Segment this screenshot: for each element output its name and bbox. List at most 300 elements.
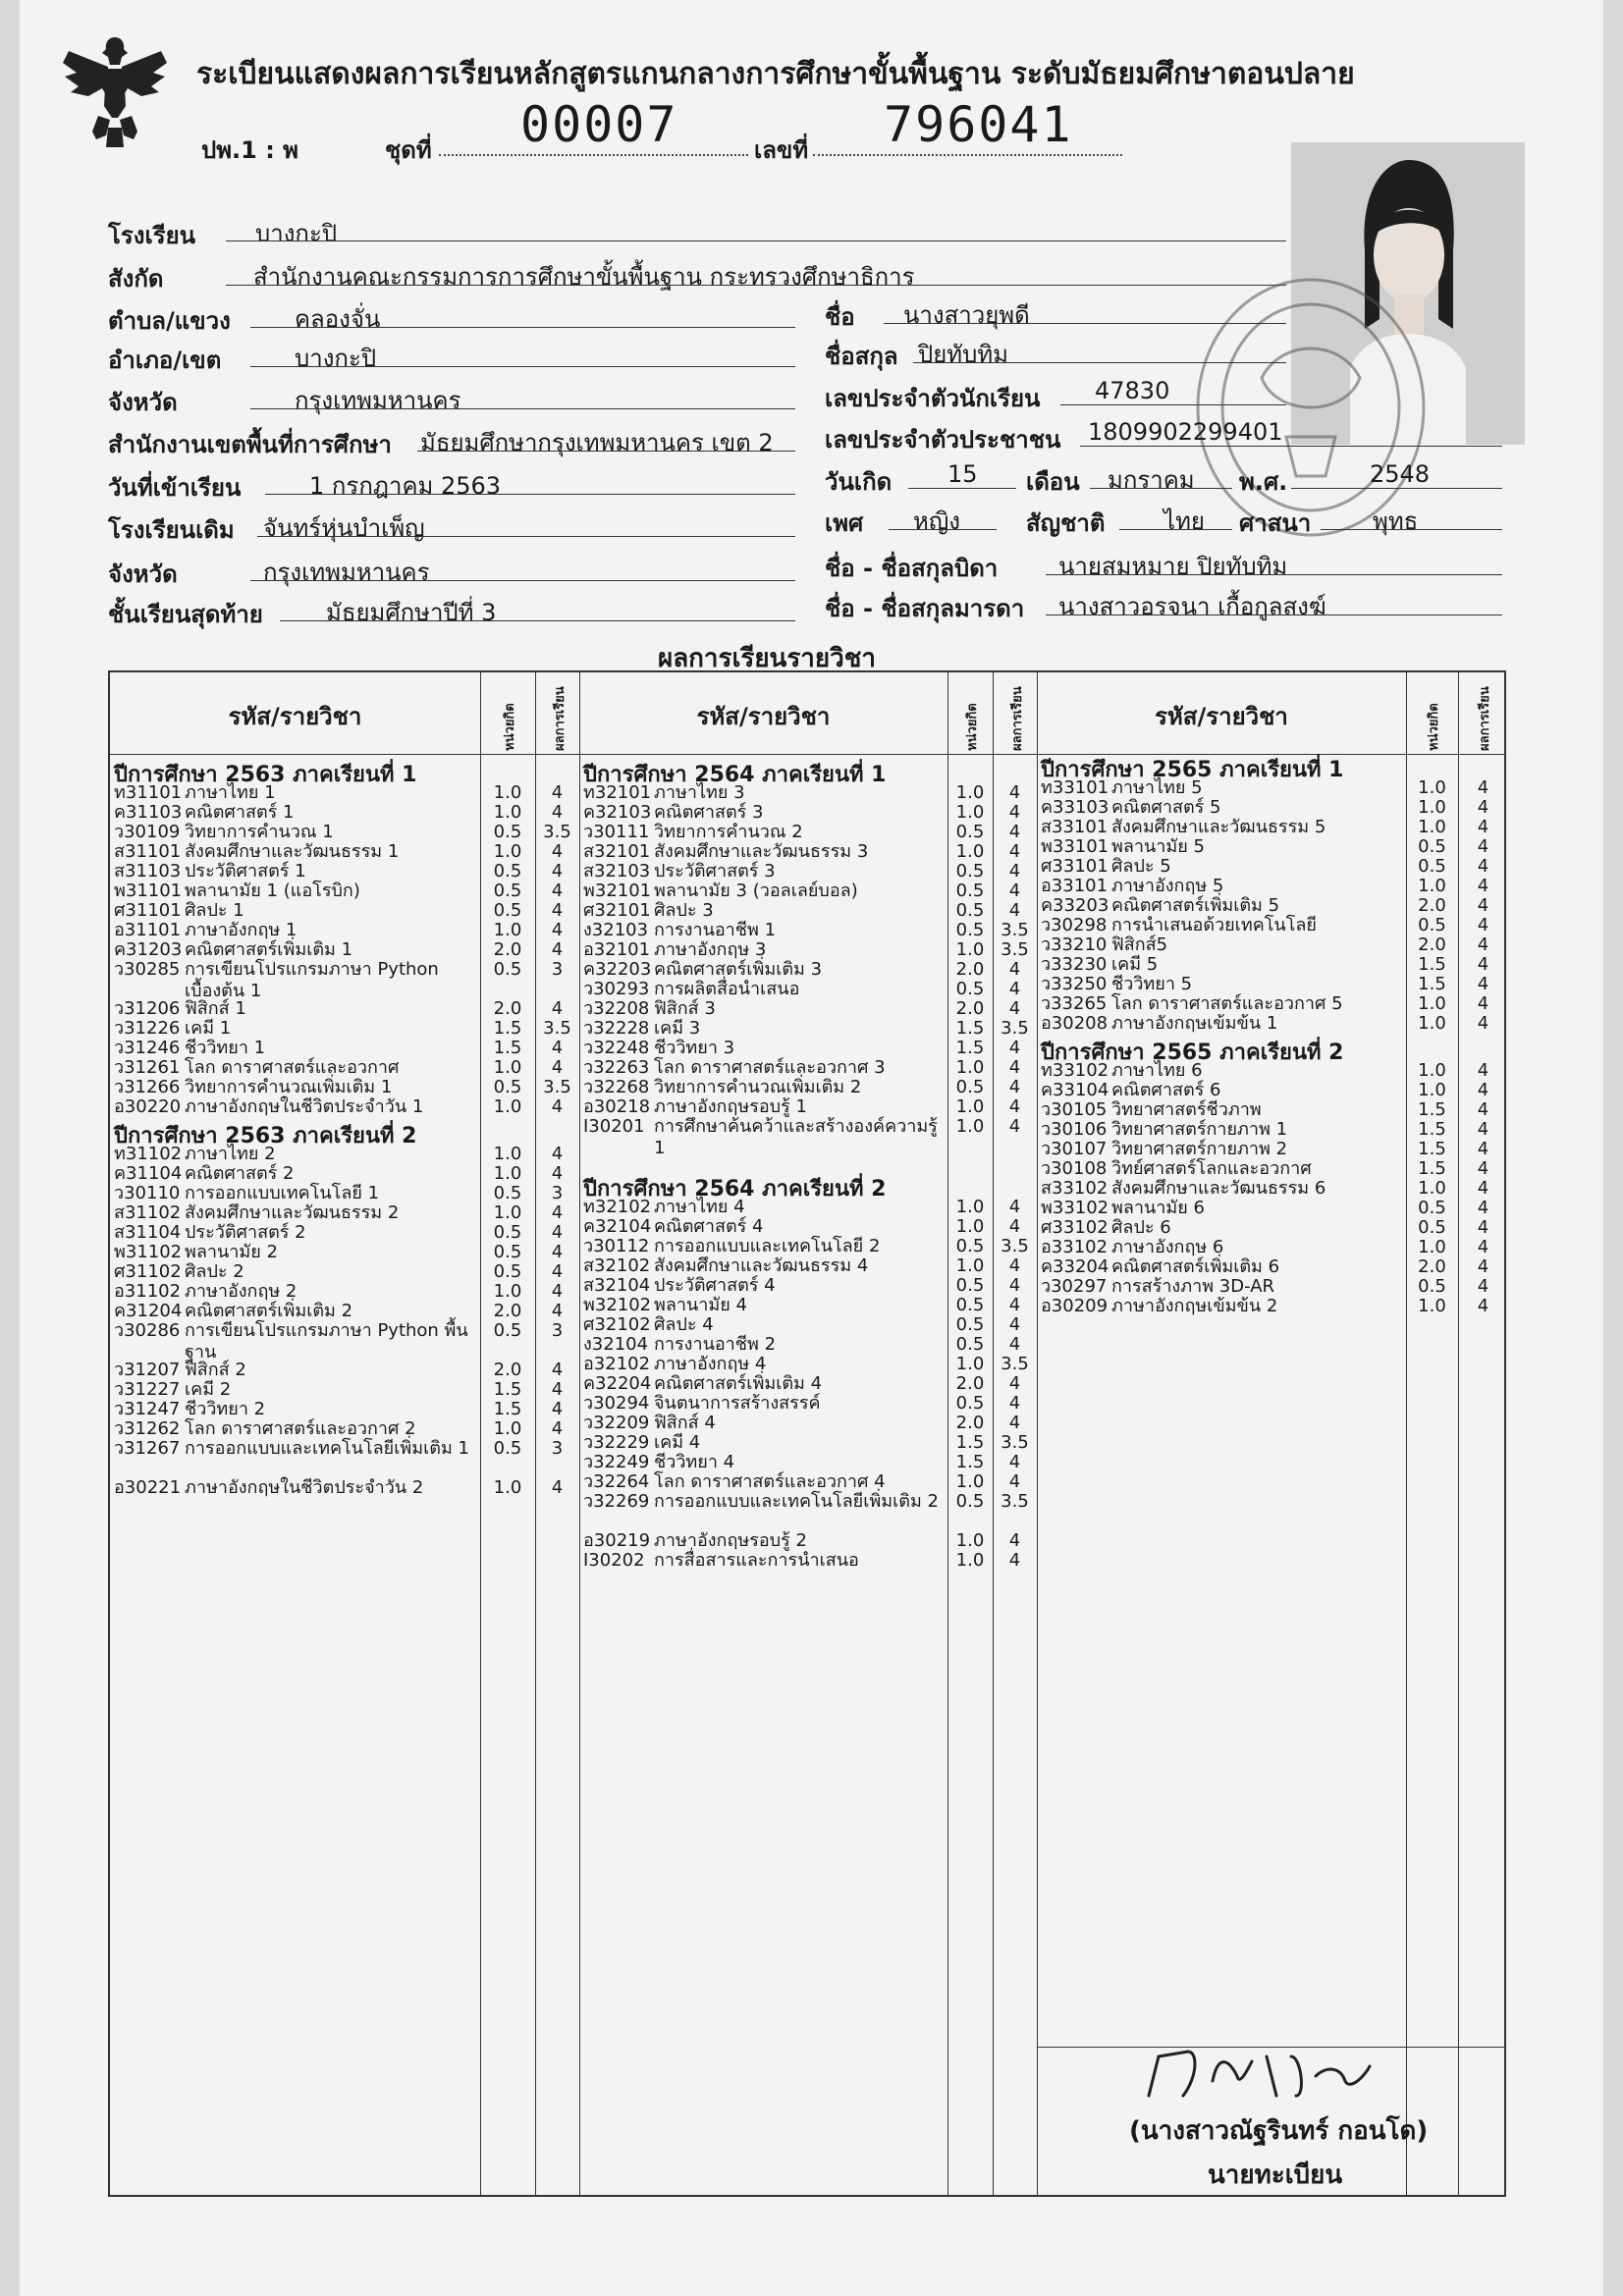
- subject-code: ค33203: [1041, 895, 1109, 916]
- subject-grade: 4: [1477, 856, 1489, 877]
- last-level-value: มัธยมศึกษาปีที่ 3: [326, 599, 497, 626]
- subject-credit: 1.5: [493, 1018, 522, 1039]
- subject-name: พลานามัย 1 (แอโรบิก): [185, 881, 360, 901]
- subject-credit: 1.0: [1418, 817, 1446, 837]
- subject-code: ว30109: [114, 822, 181, 842]
- subject-code: ว32249: [583, 1452, 650, 1472]
- subject-credit: 1.0: [955, 1116, 985, 1137]
- subject-name: การเขียนโปรแกรมภาษา Python เบื้องต้น 1: [185, 959, 439, 1001]
- subject-grade: 4: [551, 1144, 564, 1164]
- subject-code: ว31247: [114, 1399, 181, 1419]
- subject-credit: 0.5: [493, 1242, 522, 1262]
- subject-credit: 1.0: [955, 1255, 985, 1276]
- name-label: ชื่อ: [825, 303, 855, 331]
- school-label: โรงเรียน: [108, 222, 196, 249]
- subject-name: วิทยาการคำนวณ 1: [185, 822, 334, 842]
- subject-credit: 1.5: [955, 1018, 985, 1039]
- subject-code: ว31246: [114, 1038, 181, 1058]
- religion-value: พุทธ: [1373, 507, 1419, 535]
- nationality-value: ไทย: [1163, 507, 1205, 535]
- subject-code: ว32268: [583, 1077, 650, 1097]
- subject-credit: 1.0: [493, 802, 522, 823]
- subject-name: ประวัติศาสตร์ 1: [185, 861, 306, 881]
- subject-name: ศิลปะ 1: [185, 900, 244, 921]
- subject-name: คณิตศาสตร์เพิ่มเติม 5: [1111, 895, 1280, 916]
- subject-name: ภาษาอังกฤษ 6: [1111, 1237, 1224, 1257]
- subject-name: วิทยาการคำนวณ 2: [654, 822, 803, 842]
- subject-code: ว30112: [583, 1236, 650, 1256]
- subject-grade: 4: [1008, 782, 1021, 803]
- student-id-label: เลขประจำตัวนักเรียน: [825, 385, 1041, 412]
- birth-day-value: 15: [947, 460, 978, 488]
- subject-code: ค31204: [114, 1301, 183, 1321]
- subdistrict-label: ตำบล/แขวง: [108, 307, 231, 335]
- citizen-id-value: 1809902299401: [1088, 418, 1283, 446]
- subject-grade: 4: [551, 920, 564, 940]
- registrar-signature: [1129, 2037, 1384, 2106]
- prev-school-label: โรงเรียนเดิม: [108, 516, 235, 544]
- subject-code: ค33103: [1041, 797, 1109, 818]
- subject-credit: 1.0: [1418, 1178, 1446, 1199]
- col-header-grade-3: ผลการเรียน: [1478, 686, 1492, 751]
- subject-credit: 1.0: [955, 1354, 985, 1374]
- subject-code: ว30285: [114, 959, 181, 980]
- col-header-credit-2: หน่วยกิต: [965, 703, 980, 751]
- subject-code: I30201: [583, 1116, 645, 1137]
- subject-code: ว31206: [114, 998, 181, 1019]
- subject-grade: 3.5: [1001, 1432, 1029, 1453]
- subject-credit: 0.5: [955, 1295, 985, 1315]
- subject-credit: 0.5: [1418, 1198, 1446, 1218]
- subject-code: ส32102: [583, 1255, 651, 1276]
- subject-grade: 3.5: [1001, 1236, 1029, 1256]
- subject-credit: 0.5: [1418, 1217, 1446, 1238]
- subject-name: ชีววิทยา 2: [185, 1399, 266, 1419]
- sex-value: หญิง: [913, 507, 960, 535]
- subject-name: คณิตศาสตร์ 3: [654, 802, 764, 823]
- subject-credit: 0.5: [955, 1236, 985, 1256]
- district-value: บางกะปิ: [295, 345, 377, 372]
- subject-credit: 1.0: [493, 1096, 522, 1117]
- subject-credit: 0.5: [955, 881, 985, 901]
- subject-code: ว32208: [583, 998, 650, 1019]
- subject-name: การออกแบบและเทคโนโลยีเพิ่มเติม 1: [185, 1438, 469, 1459]
- subject-code: ว30108: [1041, 1158, 1108, 1179]
- subject-grade: 4: [1008, 998, 1021, 1019]
- subject-name: ภาษาอังกฤษเข้มข้น 2: [1111, 1296, 1278, 1316]
- subject-grade: 4: [1477, 1099, 1489, 1120]
- subject-grade: 4: [551, 1163, 564, 1184]
- subject-credit: 1.5: [1418, 1158, 1446, 1179]
- subject-name: ภาษาอังกฤษเข้มข้น 1: [1111, 1013, 1278, 1034]
- subject-name: การเขียนโปรแกรมภาษา Python พื้นฐาน: [185, 1320, 468, 1362]
- garuda-emblem-icon: [59, 29, 172, 152]
- subject-code: ว32228: [583, 1018, 650, 1039]
- subject-name: โลก ดาราศาสตร์และอวกาศ 4: [654, 1471, 886, 1492]
- subject-credit: 1.0: [493, 1144, 522, 1164]
- subject-name: การสร้างภาพ 3D-AR: [1111, 1276, 1275, 1297]
- subject-code: ท33102: [1041, 1060, 1109, 1081]
- subject-credit: 1.5: [493, 1038, 522, 1058]
- subject-code: ว32209: [583, 1413, 650, 1433]
- subject-grade: 4: [1477, 895, 1489, 916]
- subject-grade: 4: [1477, 817, 1489, 837]
- subject-credit: 1.0: [1418, 1237, 1446, 1257]
- subject-code: ท31101: [114, 782, 183, 803]
- subject-credit: 1.0: [1418, 1060, 1446, 1081]
- subject-grade: 4: [1008, 1275, 1021, 1296]
- subject-name: การออกแบบและเทคโนโลยีเพิ่มเติม 2: [654, 1491, 939, 1512]
- subject-credit: 1.5: [493, 1379, 522, 1400]
- subject-name: คณิตศาสตร์ 2: [185, 1163, 295, 1184]
- subject-credit: 0.5: [955, 822, 985, 842]
- affiliation-value: สำนักงานคณะกรรมการการศึกษาขั้นพื้นฐาน กระทรวงศึกษาธิการ: [253, 263, 915, 291]
- subject-grade: 4: [1008, 1550, 1021, 1571]
- area-office-value: มัธยมศึกษากรุงเทพมหานคร เขต 2: [420, 429, 774, 456]
- subject-grade: 4: [1008, 1530, 1021, 1551]
- subject-code: อ33102: [1041, 1237, 1109, 1257]
- col-header-subject-3: รหัส/รายวิชา: [1155, 703, 1288, 730]
- subject-code: ว31267: [114, 1438, 181, 1459]
- subject-credit: 0.5: [493, 822, 522, 842]
- subject-credit: 2.0: [955, 998, 985, 1019]
- subject-credit: 1.5: [955, 1038, 985, 1058]
- subject-name: ภาษาอังกฤษ 3: [654, 939, 767, 960]
- subject-name: ภาษาอังกฤษในชีวิตประจำวัน 2: [185, 1477, 424, 1498]
- subject-grade: 4: [1008, 1077, 1021, 1097]
- subject-name: เคมี 3: [654, 1018, 701, 1039]
- subject-name: คณิตศาสตร์ 1: [185, 802, 295, 823]
- subject-credit: 1.0: [493, 782, 522, 803]
- subject-grade: 4: [551, 1360, 564, 1380]
- subject-grade: 4: [551, 1418, 564, 1439]
- subject-code: ค32204: [583, 1373, 652, 1394]
- birth-year-label: พ.ศ.: [1239, 468, 1288, 496]
- subject-credit: 2.0: [955, 1413, 985, 1433]
- subject-name: ศิลปะ 3: [654, 900, 714, 921]
- subject-grade: 4: [1008, 822, 1021, 842]
- subject-name: วิทย์ศาสตร์โลกและอวกาศ: [1111, 1158, 1312, 1179]
- subject-code: อ32101: [583, 939, 651, 960]
- subject-code: ว31262: [114, 1418, 181, 1439]
- subject-code: ว30286: [114, 1320, 181, 1341]
- subject-name: คณิตศาสตร์เพิ่มเติม 4: [654, 1373, 823, 1394]
- subject-name: สังคมศึกษาและวัฒนธรรม 6: [1111, 1178, 1326, 1199]
- subject-code: ว31266: [114, 1077, 181, 1097]
- subject-credit: 1.0: [955, 1550, 985, 1571]
- subject-name: คณิตศาสตร์เพิ่มเติม 6: [1111, 1256, 1280, 1277]
- subject-credit: 1.0: [955, 1197, 985, 1217]
- subject-grade: 4: [1477, 1178, 1489, 1199]
- subject-name: ฟิสิกส์ 3: [654, 998, 716, 1019]
- subject-grade: 4: [551, 841, 564, 862]
- subject-code: ค33204: [1041, 1256, 1109, 1277]
- subject-name: ประวัติศาสตร์ 2: [185, 1222, 306, 1243]
- subject-credit: 1.0: [1418, 993, 1446, 1014]
- subject-name: การออกแบบและเทคโนโลยี 2: [654, 1236, 881, 1256]
- subject-credit: 0.5: [955, 900, 985, 921]
- subject-grade: 3.5: [1001, 939, 1029, 960]
- subject-code: อ30221: [114, 1477, 182, 1498]
- subject-grade: 3.5: [543, 822, 571, 842]
- subject-grade: 4: [1477, 934, 1489, 955]
- subject-grade: 3: [551, 1183, 564, 1203]
- subject-name: คณิตศาสตร์เพิ่มเติม 1: [185, 939, 353, 960]
- subject-code: ท32101: [583, 782, 652, 803]
- subject-name: ภาษาไทย 3: [654, 782, 745, 803]
- subject-name: ชีววิทยา 1: [185, 1038, 266, 1058]
- subject-grade: 3: [551, 1438, 564, 1459]
- subject-grade: 4: [551, 1399, 564, 1419]
- subject-code: ศ33101: [1041, 856, 1109, 877]
- subject-credit: 2.0: [493, 1301, 522, 1321]
- entry-date-label: วันที่เข้าเรียน: [108, 474, 242, 502]
- birth-day-label: วันเกิด: [825, 468, 893, 496]
- subject-credit: 0.5: [955, 1275, 985, 1296]
- subject-credit: 1.5: [955, 1432, 985, 1453]
- father-label: ชื่อ - ชื่อสกุลบิดา: [825, 555, 999, 582]
- subject-code: ส33102: [1041, 1178, 1109, 1199]
- subject-code: ว33265: [1041, 993, 1108, 1014]
- subject-code: ส32104: [583, 1275, 651, 1296]
- subject-credit: 0.5: [955, 1393, 985, 1414]
- subject-name: สังคมศึกษาและวัฒนธรรม 5: [1111, 817, 1326, 837]
- subject-name: ฟิสิกส์ 2: [185, 1360, 246, 1380]
- subject-grade: 4: [551, 1379, 564, 1400]
- subject-credit: 0.5: [493, 900, 522, 921]
- subject-name: ภาษาไทย 2: [185, 1144, 276, 1164]
- subject-code: ส31104: [114, 1222, 182, 1243]
- subject-credit: 2.0: [493, 998, 522, 1019]
- subject-code: ส31103: [114, 861, 182, 881]
- col-header-grade-2: ผลการเรียน: [1010, 686, 1025, 751]
- subject-code: ว31261: [114, 1057, 181, 1078]
- col-header-subject-2: รหัส/รายวิชา: [696, 703, 831, 730]
- subject-grade: 4: [551, 1202, 564, 1223]
- subject-grade: 4: [551, 1096, 564, 1117]
- subject-code: ศ31102: [114, 1261, 182, 1282]
- subject-grade: 3.5: [543, 1018, 571, 1039]
- subject-grade: 4: [1008, 841, 1021, 862]
- subject-name: ประวัติศาสตร์ 3: [654, 861, 776, 881]
- subject-grade: 4: [551, 1038, 564, 1058]
- subject-name: การออกแบบเทคโนโลยี 1: [185, 1183, 380, 1203]
- subject-grade: 4: [1008, 1116, 1021, 1137]
- subject-grade: 4: [1008, 1096, 1021, 1117]
- results-table: [108, 670, 1506, 2197]
- subject-code: ว32229: [583, 1432, 650, 1453]
- subject-grade: 4: [1477, 1198, 1489, 1218]
- subject-credit: 2.0: [1418, 895, 1446, 916]
- subject-name: ศิลปะ 6: [1111, 1217, 1171, 1238]
- subject-name: ภาษาอังกฤษรอบรู้ 2: [654, 1530, 807, 1551]
- subject-name: สังคมศึกษาและวัฒนธรรม 1: [185, 841, 400, 862]
- doc-number: 796041: [884, 96, 1073, 153]
- subject-credit: 1.5: [1418, 1139, 1446, 1159]
- subject-name: สังคมศึกษาและวัฒนธรรม 4: [654, 1255, 869, 1276]
- subject-grade: 4: [1477, 1276, 1489, 1297]
- subject-code: พ33102: [1041, 1198, 1109, 1218]
- number-label: เลขที่: [754, 136, 809, 164]
- subject-grade: 3.5: [1001, 1354, 1029, 1374]
- registrar-name: (นางสาวณัฐรินทร์ กอนโด): [1129, 2116, 1429, 2146]
- subject-credit: 1.0: [493, 1163, 522, 1184]
- subject-grade: 3: [551, 959, 564, 980]
- subject-grade: 4: [1008, 1314, 1021, 1335]
- subject-grade: 4: [1008, 1471, 1021, 1492]
- subject-code: ว33230: [1041, 954, 1108, 975]
- subject-name: ประวัติศาสตร์ 4: [654, 1275, 776, 1296]
- subject-grade: 4: [551, 1301, 564, 1321]
- subject-code: พ33101: [1041, 836, 1109, 857]
- subject-grade: 4: [1008, 1216, 1021, 1237]
- subject-grade: 4: [1477, 1013, 1489, 1034]
- entry-date-value: 1 กรกฎาคม 2563: [309, 472, 502, 500]
- subject-code: ว30107: [1041, 1139, 1108, 1159]
- province-label: จังหวัด: [108, 389, 178, 416]
- subject-name: การผลิตสื่อนำเสนอ: [654, 979, 800, 999]
- subject-name: พลานามัย 5: [1111, 836, 1206, 857]
- subject-name: สังคมศึกษาและวัฒนธรรม 2: [185, 1202, 400, 1223]
- subject-grade: 4: [1477, 1080, 1489, 1100]
- birth-month-value: มกราคม: [1108, 466, 1195, 494]
- subject-grade: 4: [551, 939, 564, 960]
- subject-credit: 1.5: [1418, 954, 1446, 975]
- subject-grade: 3.5: [1001, 920, 1029, 940]
- col-header-subject-1: รหัส/รายวิชา: [228, 703, 362, 730]
- semester-heading: ปีการศึกษา 2563 ภาคเรียนที่ 2: [114, 1124, 417, 1148]
- subject-code: อ30220: [114, 1096, 182, 1117]
- province-value: กรุงเทพมหานคร: [295, 387, 461, 414]
- subject-code: ว33210: [1041, 934, 1108, 955]
- subject-name: การนำเสนอด้วยเทคโนโลยี: [1111, 915, 1317, 935]
- subject-name: คณิตศาสตร์ 6: [1111, 1080, 1221, 1100]
- subject-code: ว32248: [583, 1038, 650, 1058]
- subject-grade: 4: [1008, 802, 1021, 823]
- subject-name: โลก ดาราศาสตร์และอวกาศ 5: [1111, 993, 1343, 1014]
- subject-grade: 4: [551, 998, 564, 1019]
- subject-credit: 0.5: [955, 1077, 985, 1097]
- subject-credit: 0.5: [493, 1222, 522, 1243]
- subject-name: การศึกษาค้นคว้าและสร้างองค์ความรู้ 1: [654, 1116, 938, 1158]
- subject-credit: 1.0: [1418, 876, 1446, 896]
- subject-credit: 1.5: [955, 1452, 985, 1472]
- document-title: ระเบียนแสดงผลการเรียนหลักสูตรแกนกลางการศึกษาขั้นพื้นฐาน ระดับมัธยมศึกษาตอนปลาย: [196, 57, 1355, 91]
- subject-name: ฟิสิกส์5: [1111, 934, 1168, 955]
- subject-grade: 3.5: [543, 1077, 571, 1097]
- set-number: 00007: [520, 96, 678, 153]
- mother-label: ชื่อ - ชื่อสกุลมารดา: [825, 595, 1025, 622]
- subject-grade: 4: [1008, 1255, 1021, 1276]
- subject-code: ว31226: [114, 1018, 181, 1039]
- name-value: นางสาวยุพดี: [903, 301, 1030, 329]
- subject-credit: 1.0: [955, 1216, 985, 1237]
- subject-code: ท31102: [114, 1144, 183, 1164]
- birth-month-label: เดือน: [1026, 468, 1080, 496]
- subject-name: โลก ดาราศาสตร์และอวกาศ: [185, 1057, 400, 1078]
- subject-code: ว30106: [1041, 1119, 1108, 1140]
- subject-grade: 4: [1008, 881, 1021, 901]
- subject-grade: 4: [1008, 900, 1021, 921]
- subject-code: อ30219: [583, 1530, 651, 1551]
- subject-credit: 0.5: [493, 1077, 522, 1097]
- subject-grade: 4: [1477, 876, 1489, 896]
- subject-code: ว30111: [583, 822, 650, 842]
- subject-code: ว30105: [1041, 1099, 1108, 1120]
- subject-credit: 1.0: [493, 1202, 522, 1223]
- subject-grade: 4: [1008, 1373, 1021, 1394]
- subject-grade: 4: [1008, 959, 1021, 980]
- set-label: ชุดที่: [385, 136, 432, 164]
- subject-name: ชีววิทยา 3: [654, 1038, 735, 1058]
- nationality-label: สัญชาติ: [1026, 509, 1106, 537]
- subject-credit: 1.0: [493, 1418, 522, 1439]
- subject-code: ค32203: [583, 959, 652, 980]
- subject-name: วิทยาศาสตร์ชีวภาพ: [1111, 1099, 1262, 1120]
- subject-code: ส32103: [583, 861, 651, 881]
- subject-code: ท33101: [1041, 777, 1109, 798]
- subject-grade: 4: [1008, 1057, 1021, 1078]
- subject-name: สังคมศึกษาและวัฒนธรรม 3: [654, 841, 869, 862]
- prev-province-label: จังหวัด: [108, 561, 178, 588]
- subject-code: ว33250: [1041, 974, 1108, 994]
- subject-code: ส33101: [1041, 817, 1109, 837]
- subject-credit: 1.0: [493, 1281, 522, 1302]
- subject-code: ค31203: [114, 939, 183, 960]
- subject-name: การงานอาชีพ 2: [654, 1334, 777, 1355]
- subject-credit: 0.5: [493, 861, 522, 881]
- subject-name: คณิตศาสตร์ 4: [654, 1216, 764, 1237]
- subject-credit: 2.0: [493, 1360, 522, 1380]
- subject-credit: 1.0: [955, 802, 985, 823]
- subject-name: ศิลปะ 4: [654, 1314, 714, 1335]
- subject-code: ว30294: [583, 1393, 650, 1414]
- subject-credit: 1.0: [493, 1057, 522, 1078]
- semester-heading: ปีการศึกษา 2563 ภาคเรียนที่ 1: [114, 763, 417, 787]
- subject-name: โลก ดาราศาสตร์และอวกาศ 2: [185, 1418, 416, 1439]
- sex-label: เพศ: [825, 509, 864, 537]
- subject-grade: 3: [551, 1320, 564, 1341]
- subject-code: ว30297: [1041, 1276, 1108, 1297]
- subject-credit: 0.5: [493, 1261, 522, 1282]
- subject-code: ค33104: [1041, 1080, 1109, 1100]
- subject-code: ว31227: [114, 1379, 181, 1400]
- subject-credit: 0.5: [955, 1491, 985, 1512]
- subject-code: ว32269: [583, 1491, 650, 1512]
- subject-code: ส32101: [583, 841, 651, 862]
- subject-credit: 2.0: [955, 1373, 985, 1394]
- subject-grade: 4: [1477, 1256, 1489, 1277]
- col-header-credit-1: หน่วยกิต: [503, 703, 517, 751]
- subject-name: ภาษาไทย 5: [1111, 777, 1203, 798]
- subject-credit: 1.0: [493, 1477, 522, 1498]
- subject-name: คณิตศาสตร์เพิ่มเติม 2: [185, 1301, 353, 1321]
- subject-credit: 0.5: [1418, 836, 1446, 857]
- subject-grade: 4: [551, 802, 564, 823]
- subject-credit: 2.0: [1418, 1256, 1446, 1277]
- subject-grade: 4: [1008, 1038, 1021, 1058]
- subject-grade: 4: [1008, 1295, 1021, 1315]
- subject-credit: 2.0: [493, 939, 522, 960]
- subject-code: ส31102: [114, 1202, 182, 1223]
- subject-name: ภาษาไทย 1: [185, 782, 276, 803]
- subject-credit: 1.0: [955, 782, 985, 803]
- subject-credit: 1.0: [955, 1471, 985, 1492]
- surname-label: ชื่อสกุล: [825, 343, 898, 370]
- subject-code: ส31101: [114, 841, 182, 862]
- subject-grade: 4: [1477, 954, 1489, 975]
- subject-credit: 0.5: [955, 979, 985, 999]
